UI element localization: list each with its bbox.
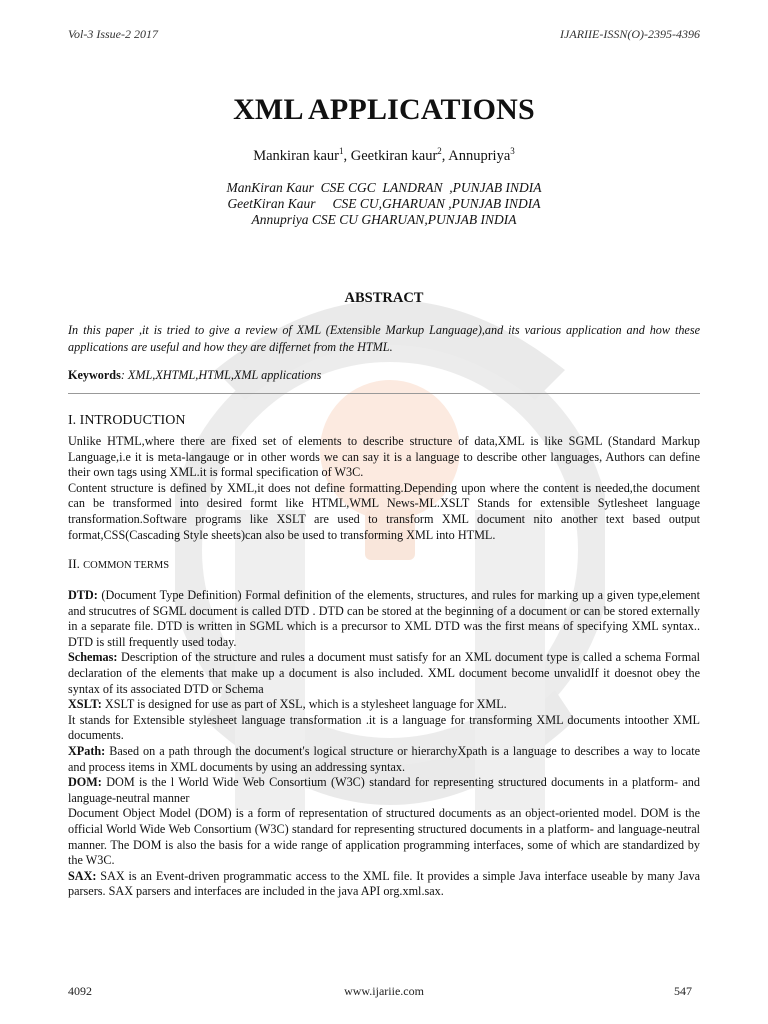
term-text: SAX is an Event-driven programmatic access to the XML file. It provides a simple Java interface useable by many Java parsers. SAX parsers and interfaces are included in the java API org.xml.sax. (68, 868, 700, 899)
page-number: 547 (674, 984, 692, 998)
author-name: Annupriya (448, 147, 511, 164)
term-paragraph (68, 869, 700, 900)
term-text: Description of the structure and rules a document must satisfy for an XML document type is called a schema Formal declaration of the elements that make up a document is also included. XML document become unvalidIf it doesnot obey the syntax of its associated DTD or Schema (68, 650, 700, 696)
volume-issue: Vol-3 Issue-2 2017 (68, 27, 158, 41)
term-text: Based on a path through the document's logical structure or hierarchyXpath is a language to describes a way to locate and process items in XML documents by using an addressing syntax. (68, 743, 700, 774)
paper-title: XML APPLICATIONS (233, 93, 535, 126)
term-paragraph (68, 744, 700, 775)
author-list: Mankiran kaur$^1$, Geetkiran kaur$^2$, Annupriya$^3$ (253, 146, 515, 164)
author-affil-mark: 3 (510, 146, 515, 156)
common-terms-body (68, 588, 700, 900)
term-label: SAX: (68, 868, 97, 883)
term-text: Document Object Model (DOM) is a form of representation of structured documents as an object-oriented model. DOM is the official World Wide Web Consortium (W3C) standard for representing structured documents in a platform- and language-neutral manner. The DOM is also the basis for a wide range of application programming interfaces, some of which are standardized by the W3C. (68, 806, 700, 868)
term-paragraph (68, 588, 700, 650)
term-paragraph (68, 775, 700, 806)
term-label: DOM: (68, 775, 102, 790)
term-text: (Document Type Definition) Formal definition of the elements, structures, and rules for marking up a given type,element and strucutres of SGML document is called DTD . DTD can be stored at the beginning of a document or can be stored externally in a separate file. DTD is written in SGML which is a precursor to XML DTD was the first means of specifying XML syntax.. DTD is still frequently used today. (68, 588, 700, 649)
section-heading-introduction: I. INTRODUCTION (68, 413, 186, 428)
abstract-text: In this paper ,it is tried to give a review of XML (Extensible Markup Language),and its various application and how these applications are useful and how they are differnet from the HTML. (68, 323, 700, 354)
term-paragraph (68, 713, 700, 744)
section-heading-common-terms (68, 556, 169, 572)
affiliation-line: GeetKiran Kaur CSE CU,GHARUAN ,PUNJAB INDIA (227, 196, 541, 211)
author-name: Geetkiran kaur (350, 147, 438, 164)
term-label: XPath: (68, 743, 106, 758)
author-affil-mark: 1 (338, 146, 344, 156)
abstract-heading: ABSTRACT (344, 290, 424, 306)
footer-number: 4092 (68, 984, 92, 998)
paragraph: Content structure is defined by XML,it does not define formatting.Depending upon where the content is needed,the document can be transformed into desired formt like HTML,WML News-ML.XSLT Stands for extensible Sytlesheet language transformation.Software programs like XSLT are used to transform XML document nito another text based output format,CSS(Cascading Style sheets)can also be used to transforming XML into HTML. (68, 480, 700, 542)
author-affil-mark: 2 (437, 146, 442, 156)
term-paragraph (68, 697, 700, 713)
term-label: Schemas: (68, 650, 118, 665)
term-paragraph (68, 806, 700, 868)
section-numeral: II. (68, 556, 80, 571)
affiliation-line: ManKiran Kaur CSE CGC LANDRAN ,PUNJAB INDIA (226, 180, 542, 195)
affiliation-line: Annupriya CSE CU GHARUAN,PUNJAB INDIA (251, 212, 517, 227)
section-divider (68, 393, 700, 394)
affiliations (68, 180, 700, 228)
term-text: XSLT is designed for use as part of XSL, which is a stylesheet language for XML. (101, 697, 507, 712)
issn: IJARIIE-ISSN(O)-2395-4396 (560, 27, 700, 41)
footer-website-link[interactable]: www.ijariie.com (344, 984, 424, 998)
introduction-body (68, 434, 700, 543)
term-paragraph (68, 650, 700, 697)
keywords-label: Keywords (68, 368, 121, 382)
keywords-line (68, 368, 700, 383)
term-label: DTD: (68, 588, 98, 602)
term-text: DOM is the l World Wide Web Consortium (W3C) standard for representing structured documents in a platform- and language-neutral manner (68, 775, 700, 805)
section-title: COMMON TERMS (83, 560, 170, 571)
keywords-value: : XML,XHTML,HTML,XML applications (120, 368, 322, 382)
term-label: XSLT: (68, 697, 102, 712)
author-name: Mankiran kaur (253, 147, 339, 164)
term-text: It stands for Extensible stylesheet language transformation .it is a language for transforming XML documents intoother XML documents. (68, 712, 700, 743)
paragraph: Unlike HTML,where there are fixed set of elements to describe structure of data,XML is like SGML (Standard Markup Language,i.e it is meta-langauge or in other words we can say it is a language to describe other languages, Authors can define their own tags using XML.it is formal specification of W3C. (68, 434, 700, 480)
